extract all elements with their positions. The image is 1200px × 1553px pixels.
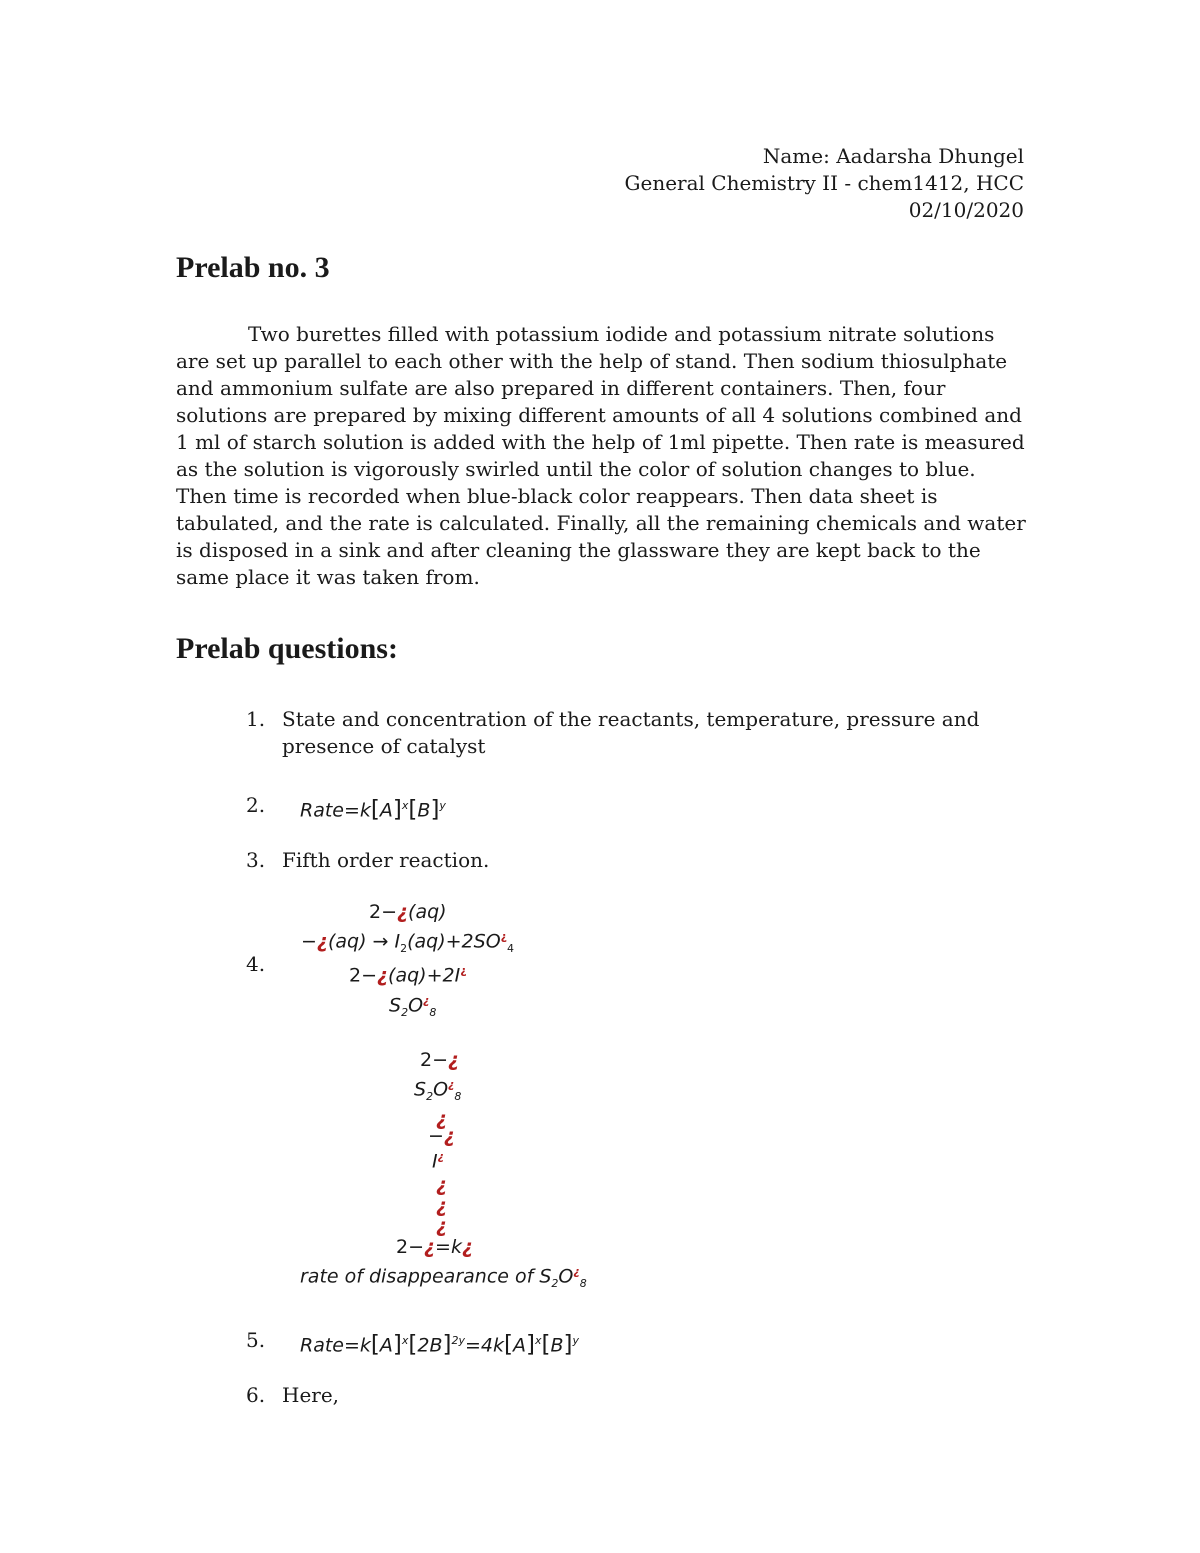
rate-expression-line-1: 2−¿: [420, 1049, 460, 1071]
rate-comparison-equation: $Rate=k[A]^x[2B]^{2y}=4k[A]^x[B]^y$: [300, 1331, 580, 1358]
rate-expression-line-4: −¿: [428, 1125, 455, 1147]
question-text: Here,: [282, 1383, 340, 1407]
rate-expression-line-3: ¿: [436, 1108, 448, 1130]
course-line: General Chemistry II - chem1412, HCC: [624, 171, 1024, 195]
question-number: 4.: [246, 952, 266, 976]
rate-expression-line-5: I¿: [432, 1150, 444, 1173]
q4-equation-line-3: 2−¿(aq)+2I¿: [349, 964, 467, 987]
question-number: 2.: [246, 793, 266, 817]
question-number: 6.: [246, 1383, 266, 1407]
prelab-title: Prelab no. 3: [176, 251, 330, 284]
rate-of-disappearance-label: rate of disappearance of $S_2O^¿_8$: [300, 1265, 587, 1291]
question-number: 3.: [246, 848, 266, 872]
document-header: [625, 143, 1024, 224]
questions-title: Prelab questions:: [176, 632, 398, 665]
procedure-paragraph: Two burettes filled with potassium iodide and potassium nitrate solutions are set up parallel to each other with the help of stand. Then sodium thiosulphate and ammonium sulfate are also prepared in different containers. Then, four solutions are prepared by mixing different amounts of all 4 solutions combined and 1 ml of starch solution is added with the help of 1ml pipette. Then rate is measured as the solution is vigorously swirled until the color of solution changes to blue. Then time is recorded when blue-black color reappears. Then data sheet is tabulated, and the rate is calculated. Finally, all the remaining chemicals and water is disposed in a sink and after cleaning the glassware they are kept back to the same place it was taken from.: [176, 322, 1026, 589]
rate-law-equation: $Rate=k[A]^x[B]^y$: [300, 796, 446, 823]
rate-expression-line-8: ¿: [436, 1215, 448, 1237]
rate-expression-line-6: ¿: [436, 1174, 448, 1196]
q4-equation-line-4: $S_2O^¿_8$: [389, 994, 437, 1020]
question-text: State and concentration of the reactants, temperature, pressure and presence of catalyst: [282, 707, 980, 758]
question-text: Fifth order reaction.: [282, 848, 490, 872]
rate-expression-line-7: ¿: [436, 1195, 448, 1217]
q4-equation-line-1: 2−¿(aq): [369, 901, 447, 923]
date-line: 02/10/2020: [908, 198, 1024, 222]
q4-equation-line-2: −¿(aq) → $I_2(aq)+2SO^¿_4$: [301, 930, 515, 956]
rate-expression-line-2: $S_2O^¿_8$: [414, 1078, 462, 1104]
question-number: 5.: [246, 1328, 266, 1352]
question-number: 1.: [246, 707, 266, 731]
name-line: Name: Aadarsha Dhungel: [762, 144, 1024, 168]
rate-expression-line-9: 2−¿=k¿: [396, 1236, 474, 1258]
